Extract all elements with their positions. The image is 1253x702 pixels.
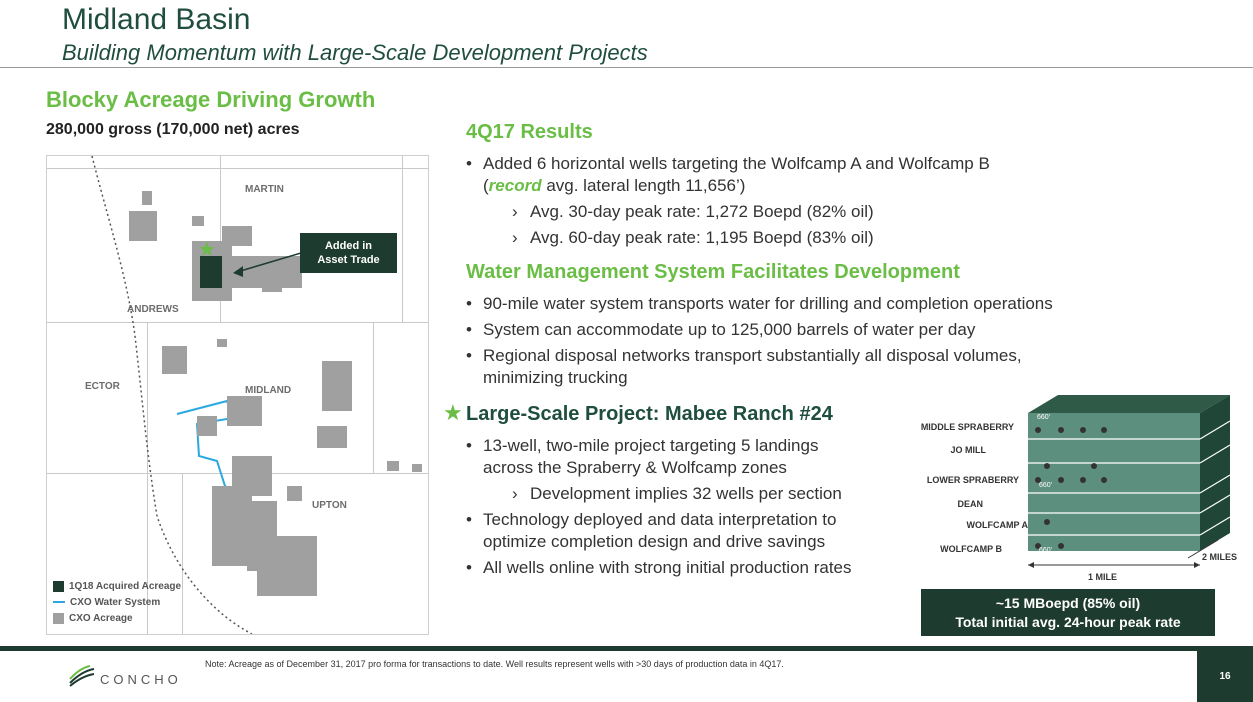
legend-item-acquired: 1Q18 Acquired Acreage xyxy=(53,581,181,592)
legend-swatch xyxy=(53,613,64,624)
zone-label: DEAN xyxy=(957,499,983,509)
concho-logo-icon xyxy=(68,665,96,689)
landing-zone-diagram xyxy=(1010,393,1240,593)
water-bullet: • System can accommodate up to 125,000 barrels of water per day xyxy=(466,319,975,341)
project-bullet: • 13-well, two-mile project targeting 5 landings across the Spraberry & Wolfcamp zones xyxy=(466,435,818,479)
county-label: ANDREWS xyxy=(127,304,179,315)
width-label: 1 MILE xyxy=(1088,572,1118,582)
county-label: MARTIN xyxy=(245,184,284,195)
results-sub-bullet: › Avg. 30-day peak rate: 1,272 Boepd (82% oil) xyxy=(512,202,874,222)
zone-label: WOLFCAMP A xyxy=(966,520,1028,530)
record-emphasis: record xyxy=(488,176,542,195)
spacing-label: 660’ xyxy=(1039,547,1053,554)
project-bullet: • All wells online with strong initial production rates xyxy=(466,557,852,579)
zone-label: WOLFCAMP B xyxy=(940,544,1002,554)
water-bullet: • Regional disposal networks transport substantially all disposal volumes, minimizing trucking xyxy=(466,345,1022,389)
acreage-heading: Blocky Acreage Driving Growth xyxy=(46,87,376,112)
depth-label: 2 MILES xyxy=(1202,552,1238,562)
results-bullet: • Added 6 horizontal wells targeting the Wolfcamp A and Wolfcamp B (record avg. lateral length 11,656’) xyxy=(466,153,990,197)
footer-bar xyxy=(0,646,1253,651)
legend-swatch xyxy=(53,601,65,603)
acreage-map xyxy=(46,155,429,635)
concho-logo-text: CONCHO xyxy=(100,672,182,687)
results-heading: 4Q17 Results xyxy=(466,121,593,143)
star-icon: ★ xyxy=(198,239,216,261)
legend-item-water: CXO Water System xyxy=(53,597,160,608)
water-bullet: • 90-mile water system transports water for drilling and completion operations xyxy=(466,293,1053,315)
water-heading: Water Management System Facilitates Development xyxy=(466,261,960,283)
spacing-label: 660’ xyxy=(1037,414,1051,421)
results-sub-bullet: › Avg. 60-day peak rate: 1,195 Boepd (83% oil) xyxy=(512,228,874,248)
county-label: ECTOR xyxy=(85,381,120,392)
zone-label: MIDDLE SPRABERRY xyxy=(920,422,1014,432)
header-divider xyxy=(0,67,1253,68)
page-subtitle: Building Momentum with Large-Scale Development Projects xyxy=(62,40,648,65)
page-number: 16 xyxy=(1197,651,1253,702)
zone-label: JO MILL xyxy=(950,445,986,455)
county-label: MIDLAND xyxy=(245,385,292,396)
asset-trade-callout: Added in Asset Trade xyxy=(300,233,397,273)
acreage-summary: 280,000 gross (170,000 net) acres xyxy=(46,121,300,138)
spacing-label: 660’ xyxy=(1039,482,1053,489)
project-heading: Large-Scale Project: Mabee Ranch #24 xyxy=(466,403,833,425)
star-icon: ★ xyxy=(443,400,463,425)
legend-item-acreage: CXO Acreage xyxy=(53,613,133,624)
project-bullet: • Technology deployed and data interpretation to optimize completion design and drive savings xyxy=(466,509,836,553)
footnote: Note: Acreage as of December 31, 2017 pro forma for transactions to date. Well results represent wells with >30 days of production data in 4Q17. xyxy=(205,659,784,669)
peak-rate-badge: ~15 MBoepd (85% oil) Total initial avg. 24-hour peak rate xyxy=(921,589,1215,636)
page-title: Midland Basin xyxy=(62,3,251,36)
zone-label: LOWER SPRABERRY xyxy=(926,475,1019,485)
legend-swatch xyxy=(53,581,64,592)
county-label: UPTON xyxy=(312,500,347,511)
project-sub-bullet: › Development implies 32 wells per section xyxy=(512,484,842,504)
callout-arrow xyxy=(47,156,428,634)
